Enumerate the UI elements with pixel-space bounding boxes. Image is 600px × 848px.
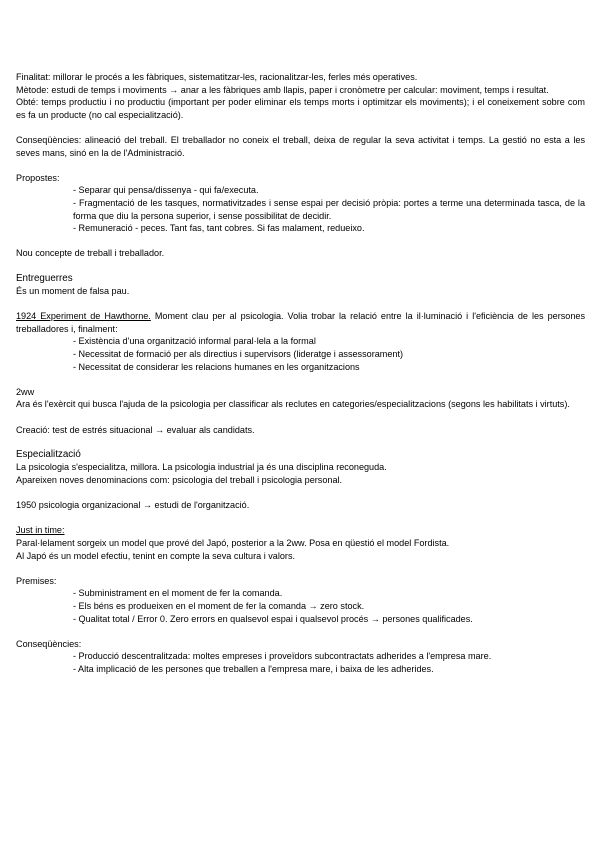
hawthorne-text: Moment clau per al psicologia. Volia trobar la relació entre la il·luminació i l'eficiència de les persones treballadores i, finalment:	[16, 311, 586, 334]
obte-text: Obté: temps productiu i no productiu (important per poder eliminar els temps morts i optimitzar els moviments); i el coneixement sobre com es fa un producte (no cal especialització).	[16, 97, 585, 120]
list-item: - Fragmentació de les tasques, normativitzades i sense espai per decisió pròpia: portes a terme una determinada tasca, de la forma que diu la persona superior, i sense possibilitat de decidir.	[73, 197, 585, 221]
entreguerres-text: És un moment de falsa pau.	[16, 286, 130, 297]
list-item: - Qualitat total / Error 0. Zero errors en qualsevol espai i qualsevol procés → persones qualificades.	[73, 613, 473, 624]
ww2-heading: 2ww	[16, 386, 35, 397]
propostes-list	[16, 184, 585, 234]
list-item: - Necessitat de considerar les relacions humanes en les organitzacions	[73, 361, 360, 372]
especialitzacio-heading: Especialització	[16, 448, 81, 460]
list-item: - Remuneració - peces. Tant fas, tant cobres. Si fas malament, redueixo.	[73, 223, 365, 234]
hawthorne-list	[16, 335, 585, 373]
premises-heading: Premises:	[16, 575, 57, 586]
list-item: - Existència d'una organització informal paral·lela a la formal	[73, 336, 316, 347]
finalitat-text: Finalitat: millorar le procés a les fàbriques, sistematitzar-les, racionalitzar-les, ferles més operatives.	[16, 72, 418, 82]
list-item: - Necessitat de formació per als directius i supervisors (lideratge i assessorament)	[73, 349, 404, 360]
year-1950-text: 1950 psicologia organizacional → estudi de l'organització.	[16, 500, 250, 511]
just-in-time-line-1: Paral·lelament sorgeix un model que prové del Japó, posterior a la 2ww. Posa en qüestió el model Fordista.	[16, 537, 450, 548]
especialitzacio-line-2: Apareixen noves denominacions com: psicologia del treball i psicologia personal.	[16, 475, 343, 485]
consequencies-list	[16, 650, 585, 675]
consequencies-alineacio: Conseqüències: alineació del treball. El treballador no coneix el treball, deixa de regular la seva activitat i temps. La gestió no esta a les seves mans, sinó en la de l'Administració.	[16, 134, 585, 158]
consequencies-heading: Conseqüències:	[16, 638, 82, 649]
propostes-heading: Propostes:	[16, 172, 60, 183]
list-item: - Producció descentralitzada: moltes empreses i proveïdors subcontractats adherides a l'empresa mare.	[73, 651, 492, 662]
list-item: - Els béns es produeixen en el moment de fer la comanda → zero stock.	[73, 600, 365, 611]
list-item: - Subministrament en el moment de fer la comanda.	[73, 588, 283, 599]
just-in-time-line-2: Al Japó és un model efectiu, tenint en compte la seva cultura i valors.	[16, 550, 296, 561]
list-item: - Separar qui pensa/dissenya - qui fa/executa.	[73, 185, 259, 196]
nou-concepte-text: Nou concepte de treball i treballador.	[16, 248, 165, 259]
creacio-text: Creació: test de estrés situacional → evaluar als candidats.	[16, 424, 255, 435]
hawthorne-paragraph	[16, 310, 585, 335]
hawthorne-heading: 1924 Experiment de Hawthorne.	[16, 311, 151, 322]
document-body	[16, 71, 585, 676]
metode-text: Mètode: estudi de temps i moviments → anar a les fàbriques amb llapis, paper i cronòmetre per calcular: moviment, temps i resultat.	[16, 84, 549, 95]
entreguerres-heading: Entreguerres	[16, 272, 73, 284]
ww2-text: Ara és l'exèrcit qui busca l'ajuda de la psicologia per classificar als reclutes en categories/especialitzacions (segons les habilitats i virtuts).	[16, 399, 570, 410]
especialitzacio-line-1: La psicologia s'especialitza, millora. La psicologia industrial ja és una disciplina reconeguda.	[16, 462, 387, 473]
premises-list	[16, 587, 585, 625]
just-in-time-heading: Just in time:	[16, 525, 65, 536]
list-item: - Alta implicació de les persones que treballen a l'empresa mare, i baixa de les adherides.	[73, 663, 434, 674]
